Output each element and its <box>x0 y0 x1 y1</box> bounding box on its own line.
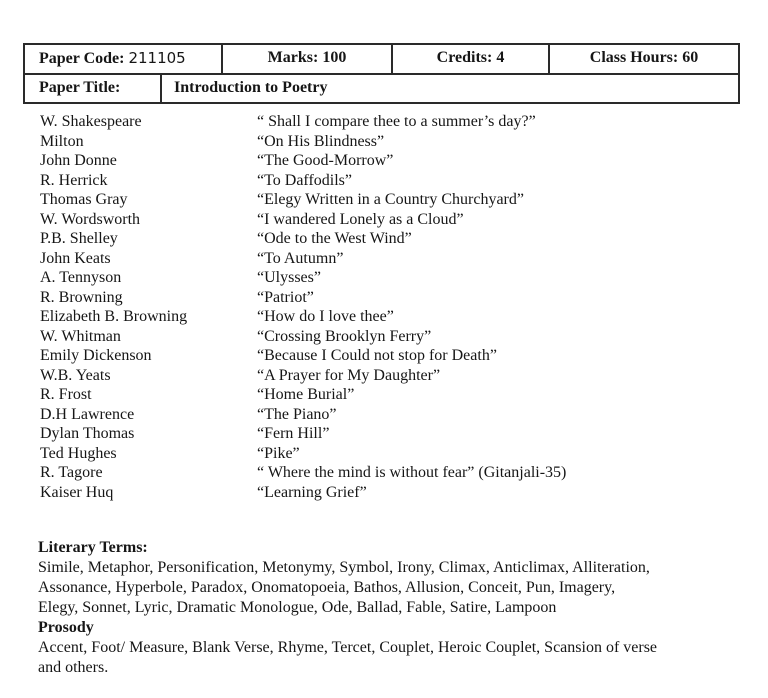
reading-list-row <box>40 327 740 347</box>
reading-list-row <box>40 424 740 444</box>
reading-list-row <box>40 190 740 210</box>
poem-title: “Crossing Brooklyn Ferry” <box>257 327 432 345</box>
reading-list-row <box>40 229 740 249</box>
marks-value: 100 <box>322 49 347 66</box>
prosody-line: and others. <box>38 659 109 676</box>
reading-list-row <box>40 249 740 269</box>
poem-title: “To Daffodils” <box>257 171 352 189</box>
reading-list-row <box>40 288 740 308</box>
poet-name: R. Herrick <box>40 171 108 189</box>
course-info-row-2 <box>25 75 738 102</box>
poet-name: Kaiser Huq <box>40 483 114 501</box>
class-hours-label: Class Hours: <box>589 49 679 66</box>
poet-name: John Keats <box>40 249 111 267</box>
reading-list-row <box>40 366 740 386</box>
poet-name: Dylan Thomas <box>40 425 135 442</box>
literary-terms-heading: Literary Terms: <box>38 539 148 556</box>
literary-terms-line: Elegy, Sonnet, Lyric, Dramatic Monologue, Ode, Ballad, Fable, Satire, Lampoon <box>38 599 557 616</box>
paper-code-value: 211105 <box>128 49 186 67</box>
reading-list-row <box>40 346 740 366</box>
reading-list-row <box>40 385 740 405</box>
marks-cell <box>223 45 393 73</box>
poem-title: “Because I Could not stop for Death” <box>257 347 497 364</box>
poem-title: “Patriot” <box>257 288 314 306</box>
poet-name: Elizabeth B. Browning <box>40 308 188 325</box>
poem-title: “The Good-Morrow” <box>257 152 394 169</box>
literary-terms-line: Assonance, Hyperbole, Paradox, Onomatopoeia, Bathos, Allusion, Conceit, Pun, Imagery, <box>38 579 616 596</box>
poem-title: “The Piano” <box>257 405 337 423</box>
paper-title-label: Paper Title: <box>25 75 162 102</box>
poet-name: W. Wordsworth <box>40 210 141 228</box>
poet-name: Thomas Gray <box>40 191 128 208</box>
poem-title: “Fern Hill” <box>257 425 330 442</box>
poet-name: Milton <box>40 132 84 150</box>
literary-terms-line: Simile, Metaphor, Personification, Metonymy, Symbol, Irony, Climax, Anticlimax, Alliteration, <box>38 559 650 576</box>
prosody-line: Accent, Foot/ Measure, Blank Verse, Rhyme, Tercet, Couplet, Heroic Couplet, Scansion of verse <box>38 639 658 656</box>
paper-code-cell <box>25 45 223 73</box>
poem-title: “Elegy Written in a Country Churchyard” <box>257 191 524 208</box>
poem-title: “A Prayer for My Daughter” <box>257 366 441 384</box>
poet-name: P.B. Shelley <box>40 230 118 247</box>
reading-list-row <box>40 112 740 132</box>
reading-list-row <box>40 151 740 171</box>
poem-title: “Learning Grief” <box>257 483 367 501</box>
prosody-heading: Prosody <box>38 619 94 636</box>
poet-name: W. Shakespeare <box>40 113 142 130</box>
reading-list-row <box>40 405 740 425</box>
poet-name: R. Browning <box>40 288 123 306</box>
poet-name: A. Tennyson <box>40 269 122 286</box>
poet-name: John Donne <box>40 152 117 169</box>
poet-name: D.H Lawrence <box>40 405 135 423</box>
poet-name: W.B. Yeats <box>40 366 111 384</box>
poet-name: Emily Dickenson <box>40 347 152 364</box>
poet-name: W. Whitman <box>40 327 121 345</box>
course-info-table <box>23 43 740 104</box>
poem-title: “To Autumn” <box>257 249 344 267</box>
credits-label: Credits: <box>436 49 493 66</box>
class-hours-cell <box>550 45 738 73</box>
poem-title: “ Shall I compare thee to a summer’s day?” <box>257 113 536 130</box>
reading-list-row <box>40 268 740 288</box>
reading-list-row <box>40 210 740 230</box>
marks-label: Marks: <box>267 49 319 66</box>
poem-title: “On His Blindness” <box>257 132 385 150</box>
poem-title: “ Where the mind is without fear” (Gitanjali-35) <box>257 464 567 481</box>
reading-list-row <box>40 444 740 464</box>
poet-name: R. Frost <box>40 386 92 403</box>
reading-list-row <box>40 463 740 483</box>
reading-list <box>40 112 740 502</box>
reading-list-row <box>40 483 740 503</box>
course-info-row-1 <box>25 45 738 75</box>
reading-list-row <box>40 307 740 327</box>
poem-title: “Home Burial” <box>257 386 355 403</box>
poem-title: “Ode to the West Wind” <box>257 230 412 247</box>
paper-code-label: Paper Code: <box>39 50 125 67</box>
class-hours-value: 60 <box>682 49 699 66</box>
poem-title: “Pike” <box>257 444 300 462</box>
reading-list-row <box>40 132 740 152</box>
paper-title-value: Introduction to Poetry <box>174 79 328 96</box>
poem-title: “How do I love thee” <box>257 308 394 325</box>
credits-cell <box>393 45 550 73</box>
credits-value: 4 <box>496 49 505 66</box>
reading-list-row <box>40 171 740 191</box>
poem-title: “Ulysses” <box>257 269 321 286</box>
poet-name: R. Tagore <box>40 464 103 481</box>
bottom-sections <box>38 538 750 678</box>
poet-name: Ted Hughes <box>40 444 117 462</box>
poem-title: “I wandered Lonely as a Cloud” <box>257 210 464 228</box>
